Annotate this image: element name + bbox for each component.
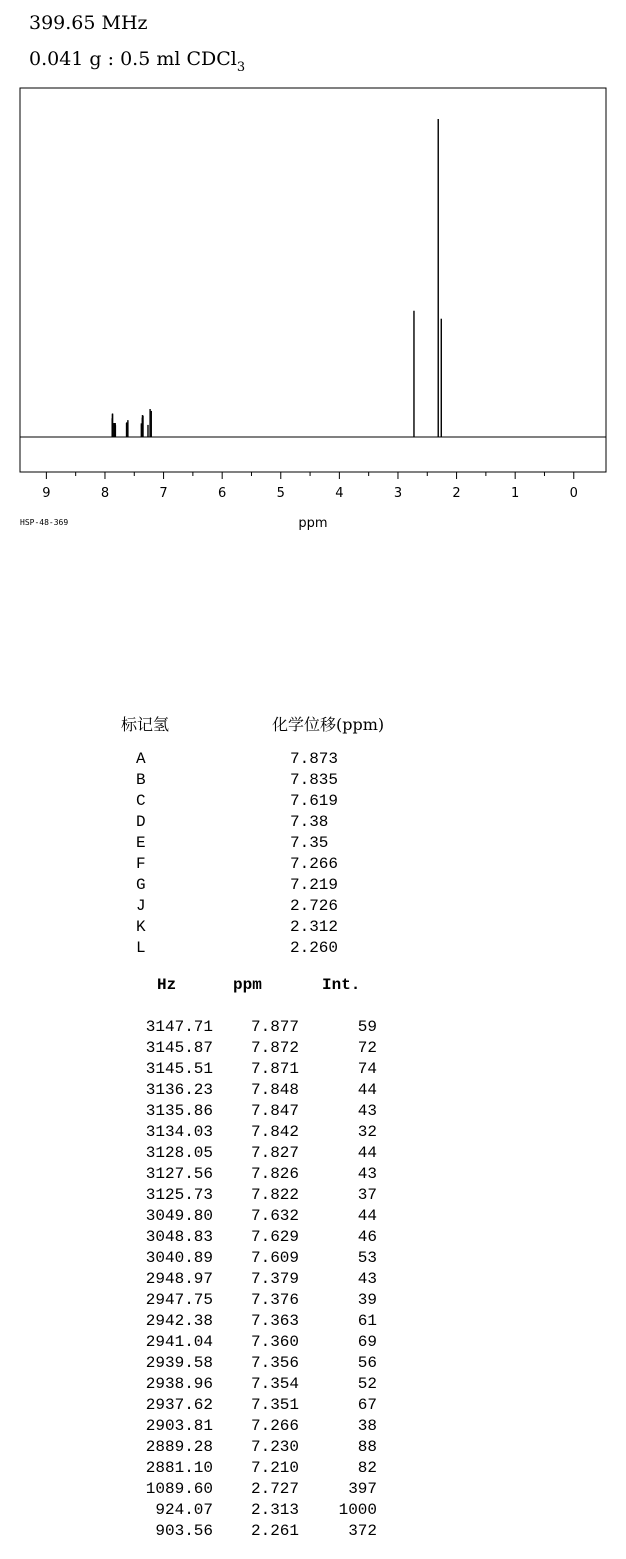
assignment-row [0, 896, 626, 917]
peak-ppm: 7.848 [250, 1081, 299, 1099]
peak-row [0, 1185, 626, 1206]
peak-hz: 3128.05 [145, 1144, 213, 1162]
peak-row [0, 1101, 626, 1122]
assignment-row [0, 854, 626, 875]
peak-row [0, 1521, 626, 1542]
assignment-row [0, 812, 626, 833]
assignment-shift: 7.619 [290, 792, 339, 810]
peak-ppm: 7.210 [250, 1459, 299, 1477]
peak-int: 67 [357, 1396, 377, 1414]
peak-ppm: 7.363 [250, 1312, 299, 1330]
sample-subscript: 3 [236, 60, 246, 75]
peak-row [0, 1500, 626, 1521]
assignment-shift: 2.726 [290, 897, 339, 915]
peak-row [0, 1374, 626, 1395]
peak-ppm: 2.313 [250, 1501, 299, 1519]
peak-table [0, 1017, 626, 1542]
peak-int: 43 [357, 1270, 377, 1288]
peak-ppm: 7.822 [250, 1186, 299, 1204]
peak-row [0, 1017, 626, 1038]
peak-hz: 2941.04 [145, 1333, 213, 1351]
peak-int: 44 [357, 1081, 377, 1099]
peak-row [0, 1206, 626, 1227]
x-tick-label: 3 [393, 486, 403, 501]
peak-int: 372 [348, 1522, 377, 1540]
assignment-label: J [136, 897, 146, 915]
x-tick-label: 7 [159, 486, 168, 501]
assignment-shift: 2.312 [290, 918, 339, 936]
peak-int: 82 [357, 1459, 377, 1477]
assignment-label: A [136, 750, 146, 768]
assignment-shift: 7.835 [290, 771, 339, 789]
peak-row [0, 1437, 626, 1458]
peak-int: 39 [357, 1291, 377, 1309]
assignment-shift: 7.873 [290, 750, 339, 768]
x-tick-label: 9 [42, 486, 51, 501]
peak-int: 38 [357, 1417, 377, 1435]
peak-ppm: 7.230 [250, 1438, 299, 1456]
peak-hz: 903.56 [155, 1522, 213, 1540]
peak-hz: 2889.28 [145, 1438, 213, 1456]
peak-hz: 2937.62 [145, 1396, 213, 1414]
x-axis-label: ppm [298, 516, 328, 531]
peak-int: 32 [357, 1123, 377, 1141]
x-tick-label: 0 [569, 486, 578, 501]
peak-int: 43 [357, 1165, 377, 1183]
assignment-shift: 7.35 [290, 834, 329, 852]
peak-ppm: 7.871 [250, 1060, 299, 1078]
nmr-spectrum-chart [0, 0, 626, 535]
peak-int: 59 [357, 1018, 377, 1036]
peak-int: 46 [357, 1228, 377, 1246]
peak-hz: 3127.56 [145, 1165, 213, 1183]
assignment-row [0, 749, 626, 770]
peak-row [0, 1269, 626, 1290]
assignment-label: E [136, 834, 146, 852]
peak-row [0, 1353, 626, 1374]
x-tick-label: 2 [452, 486, 461, 501]
peak-ppm: 7.629 [250, 1228, 299, 1246]
assignment-header-label: 标记氢 [121, 715, 170, 734]
peak-hz: 3134.03 [145, 1123, 213, 1141]
peak-row [0, 1248, 626, 1269]
peak-hz: 3145.87 [145, 1039, 213, 1057]
peak-ppm: 7.847 [250, 1102, 299, 1120]
peak-hz: 2947.75 [145, 1291, 213, 1309]
peak-row [0, 1227, 626, 1248]
peak-table-header [0, 976, 626, 998]
assignment-label: F [136, 855, 146, 873]
peak-row [0, 1416, 626, 1437]
peak-ppm: 7.360 [250, 1333, 299, 1351]
peak-row [0, 1164, 626, 1185]
peak-hz: 2942.38 [145, 1312, 213, 1330]
assignment-header-shift: 化学位移(ppm) [272, 715, 385, 734]
peak-row [0, 1332, 626, 1353]
peak-int: 397 [348, 1480, 377, 1498]
spectrometer-frequency: 399.65 MHz [29, 12, 148, 34]
peak-row [0, 1395, 626, 1416]
peak-ppm: 2.261 [250, 1522, 299, 1540]
peak-row [0, 1080, 626, 1101]
header-hz: Hz [157, 976, 177, 994]
peak-ppm: 7.609 [250, 1249, 299, 1267]
assignment-label: L [136, 939, 146, 957]
peak-int: 61 [357, 1312, 377, 1330]
peak-int: 52 [357, 1375, 377, 1393]
assignment-label: B [136, 771, 146, 789]
peak-row [0, 1122, 626, 1143]
peak-hz: 924.07 [155, 1501, 213, 1519]
peak-int: 44 [357, 1144, 377, 1162]
assignment-row [0, 917, 626, 938]
peak-hz: 3136.23 [145, 1081, 213, 1099]
assignment-shift: 7.266 [290, 855, 339, 873]
peak-ppm: 7.351 [250, 1396, 299, 1414]
assignment-row [0, 938, 626, 959]
peak-ppm: 7.842 [250, 1123, 299, 1141]
assignment-row [0, 833, 626, 854]
peak-row [0, 1479, 626, 1500]
header-ppm: ppm [233, 976, 262, 994]
peak-hz: 3145.51 [145, 1060, 213, 1078]
peak-int: 43 [357, 1102, 377, 1120]
header-int: Int. [322, 976, 361, 994]
peak-int: 72 [357, 1039, 377, 1057]
peak-int: 56 [357, 1354, 377, 1372]
peak-hz: 3048.83 [145, 1228, 213, 1246]
peak-hz: 3049.80 [145, 1207, 213, 1225]
x-tick-label: 4 [335, 486, 344, 501]
peak-int: 88 [357, 1438, 377, 1456]
assignment-label: C [136, 792, 146, 810]
assignment-row [0, 791, 626, 812]
molecule-structure [0, 540, 626, 700]
peak-hz: 2881.10 [145, 1459, 213, 1477]
assignment-row [0, 875, 626, 896]
peak-int: 53 [357, 1249, 377, 1267]
peak-hz: 2939.58 [145, 1354, 213, 1372]
peak-row [0, 1290, 626, 1311]
peak-int: 1000 [338, 1501, 377, 1519]
peak-row [0, 1143, 626, 1164]
peak-ppm: 7.266 [250, 1417, 299, 1435]
assignment-label: G [136, 876, 146, 894]
peak-ppm: 7.872 [250, 1039, 299, 1057]
peak-row [0, 1458, 626, 1479]
peak-row [0, 1311, 626, 1332]
x-tick-label: 6 [218, 486, 227, 501]
peak-ppm: 7.877 [250, 1018, 299, 1036]
peak-ppm: 7.379 [250, 1270, 299, 1288]
peak-int: 74 [357, 1060, 377, 1078]
peak-int: 44 [357, 1207, 377, 1225]
peak-hz: 3125.73 [145, 1186, 213, 1204]
spectrum-code: HSP-48-369 [20, 518, 69, 527]
peak-hz: 3147.71 [145, 1018, 213, 1036]
x-tick-label: 8 [100, 486, 110, 501]
peak-row [0, 1059, 626, 1080]
assignment-label: K [136, 918, 146, 936]
peak-ppm: 2.727 [250, 1480, 299, 1498]
assignment-label: D [136, 813, 146, 831]
peak-hz: 2903.81 [145, 1417, 213, 1435]
peak-ppm: 7.356 [250, 1354, 299, 1372]
peak-hz: 1089.60 [145, 1480, 213, 1498]
assignment-shift: 7.219 [290, 876, 339, 894]
plot-frame [20, 88, 606, 472]
assignment-row [0, 770, 626, 791]
peak-row [0, 1038, 626, 1059]
peak-int: 69 [357, 1333, 377, 1351]
peak-ppm: 7.826 [250, 1165, 299, 1183]
peak-hz: 3040.89 [145, 1249, 213, 1267]
peak-int: 37 [357, 1186, 377, 1204]
peak-hz: 2938.96 [145, 1375, 213, 1393]
peak-hz: 3135.86 [145, 1102, 213, 1120]
x-tick-label: 5 [276, 486, 285, 501]
peak-ppm: 7.632 [250, 1207, 299, 1225]
peak-ppm: 7.354 [250, 1375, 299, 1393]
assignment-shift: 2.260 [290, 939, 339, 957]
peak-ppm: 7.827 [250, 1144, 299, 1162]
assignment-shift: 7.38 [290, 813, 329, 831]
sample-text: 0.041 g : 0.5 ml CDCl [29, 48, 237, 70]
peak-ppm: 7.376 [250, 1291, 299, 1309]
peak-hz: 2948.97 [145, 1270, 213, 1288]
assignment-table [0, 749, 626, 959]
x-tick-label: 1 [511, 486, 520, 501]
